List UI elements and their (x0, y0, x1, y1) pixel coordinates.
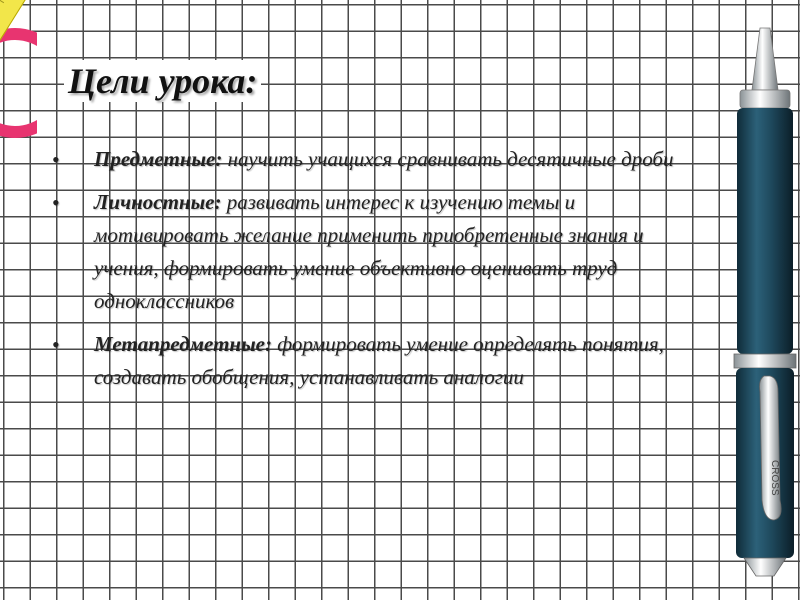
protractor-decoration (0, 28, 70, 138)
goal-text: формировать умение определять понятия, создавать обобщения, устанавливать аналогии (94, 332, 664, 389)
goal-text: развивать интерес к изучению темы и мотивировать желание применить приобретенные знания и учения, формировать умение объективно оценивать труд одноклассников (94, 190, 644, 313)
bullet-icon: • (52, 147, 60, 172)
goal-text: научить учащихся сравнивать десятичные дроби (222, 147, 674, 171)
goal-item-subject (52, 143, 712, 176)
goal-item-meta (52, 328, 712, 394)
goals-list (52, 143, 712, 404)
bullet-icon: • (52, 190, 60, 215)
pen-illustration (700, 20, 800, 580)
goal-term: Личностные: (94, 190, 222, 214)
goal-item-personal (52, 186, 712, 318)
goal-term: Предметные: (94, 147, 223, 171)
slide-title: Цели урока: (64, 60, 261, 102)
bullet-icon: • (52, 332, 60, 357)
pen-brand-text: CROSS (769, 460, 780, 496)
goal-term: Метапредметные: (94, 332, 272, 356)
